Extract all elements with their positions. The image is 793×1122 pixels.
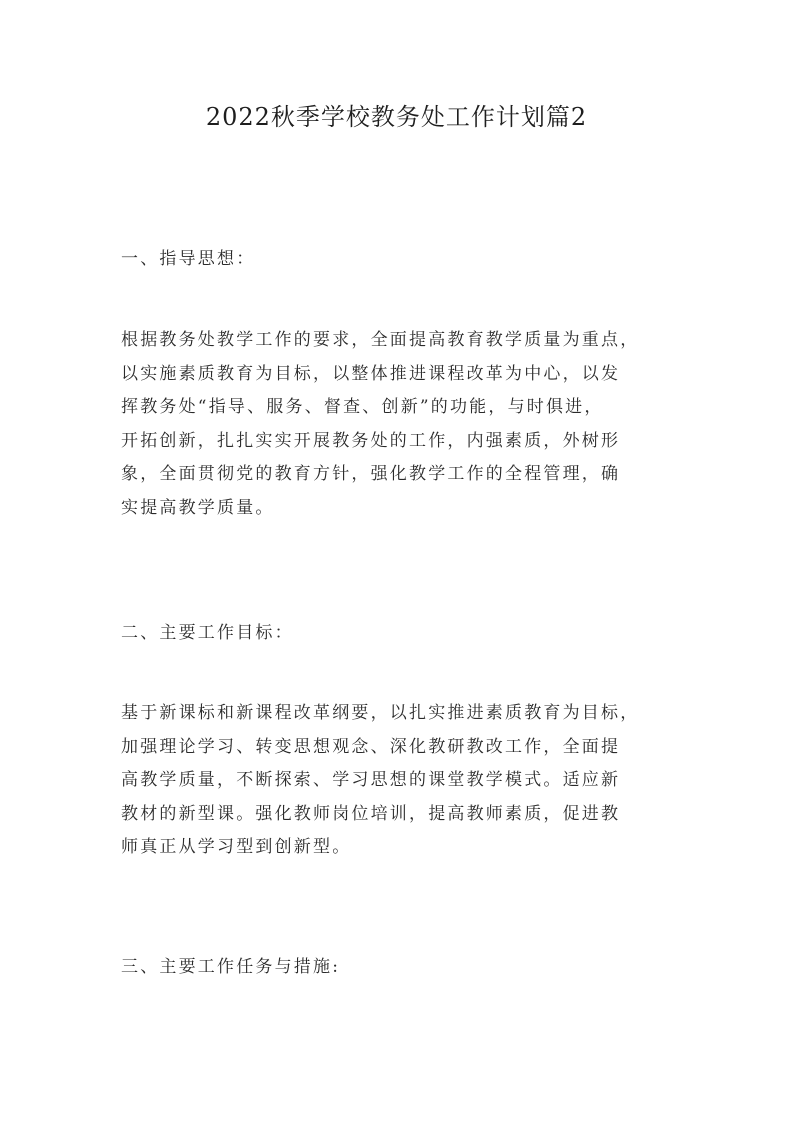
paragraph-line: 象，全面贯彻党的教育方针，强化教学工作的全程管理，确	[121, 464, 621, 485]
paragraph-line: 实提高教学质量。	[121, 497, 275, 518]
paragraph-line: 高教学质量，不断探索、学习思想的课堂教学模式。适应新	[121, 770, 621, 791]
section-heading-tasks-measures: 三、主要工作任务与措施:	[121, 957, 341, 977]
paragraph-line: 根据教务处教学工作的要求，全面提高教育教学质量为重点，	[121, 330, 640, 350]
paragraph-line: 开拓创新，扎扎实实开展教务处的工作，内强素质，外树形	[121, 430, 621, 451]
paragraph-line: 挥教务处“指导、服务、督查、创新”的功能，与时俱进，	[121, 397, 604, 418]
section-paragraph-guiding-ideology	[121, 324, 686, 526]
paragraph-line: 以实施素质教育为目标，以整体推进课程改革为中心，以发	[121, 363, 621, 384]
paragraph-line: 教材的新型课。强化教师岗位培训，提高教师素质，促进教	[121, 803, 621, 824]
section-paragraph-main-goals	[121, 697, 686, 865]
section-heading-main-goals: 二、主要工作目标：	[121, 623, 294, 643]
paragraph-line: 师真正从学习型到创新型。	[121, 837, 352, 858]
section-heading-guiding-ideology: 一、指导思想：	[121, 249, 256, 269]
document-title: 2022秋季学校教务处工作计划篇2	[205, 103, 588, 131]
paragraph-line: 基于新课标和新课程改革纲要，以扎实推进素质教育为目标，	[121, 703, 640, 723]
paragraph-line: 加强理论学习、转变思想观念、深化教研教改工作，全面提	[121, 736, 621, 757]
